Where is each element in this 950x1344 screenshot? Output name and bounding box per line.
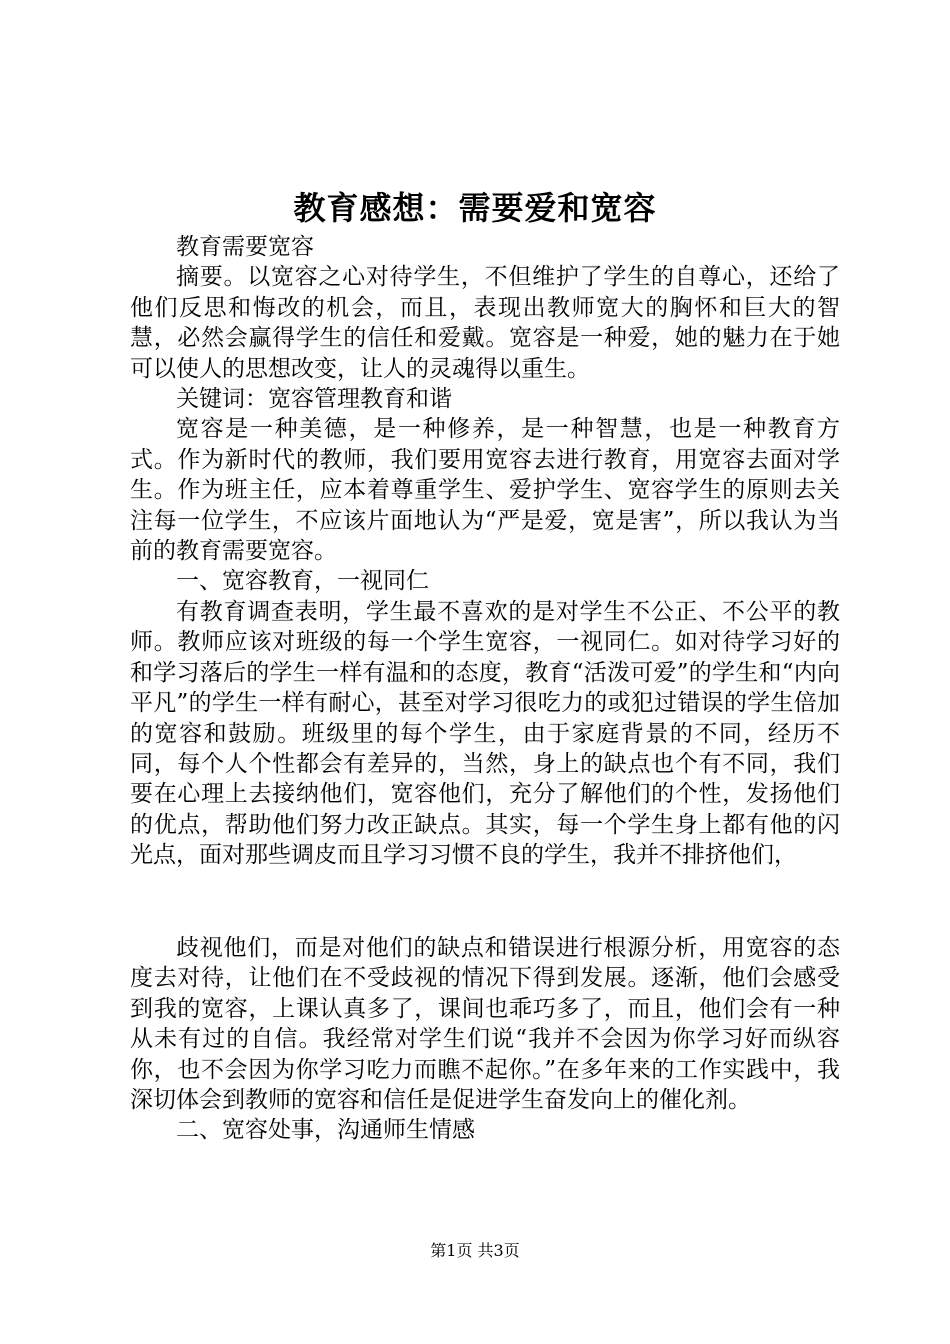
section-heading: 教育需要宽容 <box>176 234 314 260</box>
body-section-1 <box>130 232 840 871</box>
intro-paragraph: 宽容是一种美德，是一种修养，是一种智慧，也是一种教育方式。作为新时代的教师，我们要用宽容去进行教育，用宽容去面对学生。作为班主任，应本着尊重学生、爱护学生、宽容学生的原则去关注每一位学生，不应该片面地认为“严是爱，宽是害”，所以我认为当前的教育需要宽容。 <box>130 416 840 565</box>
body-paragraph: 歧视他们，而是对他们的缺点和错误进行根源分析，用宽容的态度去对待，让他们在不受歧视的情况下得到发展。逐渐，他们会感受到我的宽容，上课认真多了，课间也乖巧多了，而且，他们会有一种从未有过的自信。我经常对学生们说“我并不会因为你学习好而纵容你，也不会因为你学习吃力而瞧不起你。”在多年来的工作实践中，我深切体会到教师的宽容和信任是促进学生奋发向上的催化剂。 <box>130 935 840 1114</box>
abstract-paragraph: 摘要。以宽容之心对待学生，不但维护了学生的自尊心，还给了他们反思和悔改的机会，而且，表现出教师宽大的胸怀和巨大的智慧，必然会赢得学生的信任和爱戴。宽容是一种爱，她的魅力在于她可以使人的思想改变，让人的灵魂得以重生。 <box>130 264 840 382</box>
keywords-line: 关键词：宽容管理教育和谐 <box>176 386 452 413</box>
body-section-2 <box>130 933 840 1146</box>
document-title: 教育感想：需要爱和宽容 <box>293 189 657 227</box>
body-paragraph: 有教育调查表明，学生最不喜欢的是对学生不公正、不公平的教师。教师应该对班级的每一个学生宽容，一视同仁。如对待学习好的和学习落后的学生一样有温和的态度，教育“活泼可爱”的学生和“内向平凡”的学生一样有耐心，甚至对学习很吃力的或犯过错误的学生倍加的宽容和鼓励。班级里的每个学生，由于家庭背景的不同，经历不同，每个人个性都会有差异的，当然，身上的缺点也个有不同，我们要在心理上去接纳他们，宽容他们，充分了解他们的个性，发扬他们的优点，帮助他们努力改正缺点。其实，每一个学生身上都有他的闪光点，面对那些调皮而且学习习惯不良的学生，我并不排挤他们， <box>130 598 840 869</box>
section-heading: 二、宽容处事，沟通师生情感 <box>176 1117 475 1144</box>
page-number-footer: 第1页 共3页 <box>430 1241 520 1260</box>
section-heading: 一、宽容教育，一视同仁 <box>176 568 429 595</box>
